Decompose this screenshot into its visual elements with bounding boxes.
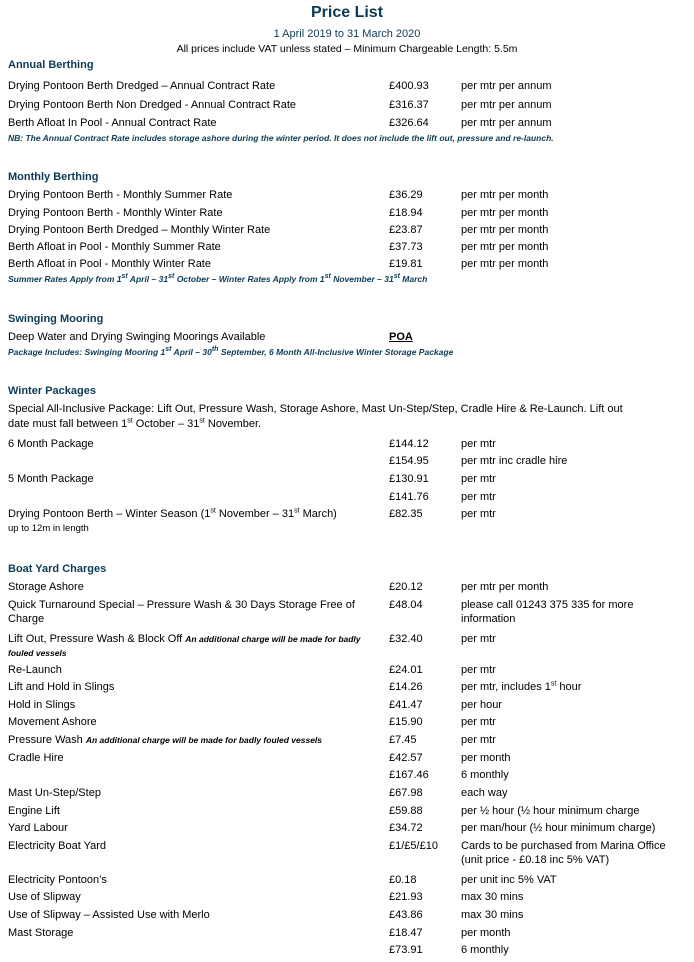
row-price: £167.46 (389, 769, 429, 781)
row-price: £24.01 (389, 664, 423, 676)
price-row (0, 490, 694, 506)
price-row (0, 580, 694, 596)
row-unit: per month (461, 752, 511, 764)
row-description: Berth Afloat in Pool - Monthly Winter Rate (8, 258, 211, 270)
price-row (0, 240, 694, 256)
row-unit: per mtr per annum (461, 99, 552, 111)
price-row (0, 188, 694, 204)
section-heading-boatyard: Boat Yard Charges (8, 563, 107, 575)
annual-note: NB: The Annual Contract Rate includes storage ashore during the winter period. It does not include the lift out, pressure and re-launch. (8, 133, 554, 143)
row-unit: 6 monthly (461, 944, 509, 956)
row-price: £41.47 (389, 699, 423, 711)
row-description: Deep Water and Drying Swinging Moorings Available (8, 331, 266, 343)
row-price: £20.12 (389, 581, 423, 593)
price-row (0, 206, 694, 222)
row-unit: per mtr per month (461, 258, 549, 270)
price-period: 1 April 2019 to 31 March 2020 (273, 28, 421, 40)
row-description: Engine Lift (8, 805, 60, 817)
row-description: Use of Slipway – Assisted Use with Merlo (8, 909, 210, 921)
row-description: Drying Pontoon Berth Non Dredged - Annual Contract Rate (8, 99, 296, 111)
row-unit: please call 01243 375 335 for more information (461, 599, 634, 625)
row-price: £59.88 (389, 805, 423, 817)
row-unit: per mtr per month (461, 189, 549, 201)
row-price: £36.29 (389, 189, 423, 201)
price-row (0, 454, 694, 470)
price-row (0, 839, 694, 869)
section-heading-annual: Annual Berthing (8, 59, 94, 71)
row-unit: per ½ hour (½ hour minimum charge (461, 805, 640, 817)
row-unit: per mtr per month (461, 581, 549, 593)
page-title: Price List (310, 4, 384, 21)
section-heading-monthly: Monthly Berthing (8, 171, 99, 183)
row-description: Drying Pontoon Berth Dredged – Annual Contract Rate (8, 80, 276, 92)
row-unit: per mtr (461, 716, 496, 728)
swinging-note: Package Includes: Swinging Mooring 1st April – 30th September, 6 Month All-Inclusive Winter Storage Package (8, 346, 454, 357)
vat-note: All prices include VAT unless stated – Minimum Chargeable Length: 5.5m (176, 43, 518, 55)
row-unit: 6 monthly (461, 769, 509, 781)
price-row (0, 257, 694, 273)
row-unit: per mtr per annum (461, 117, 552, 129)
row-description: Berth Afloat in Pool - Monthly Summer Rate (8, 241, 221, 253)
monthly-note: Summer Rates Apply from 1st April – 31st October – Winter Rates Apply from 1st November – 31st March (8, 273, 428, 284)
price-row (0, 223, 694, 239)
row-unit: per man/hour (½ hour minimum charge) (461, 822, 656, 834)
price-row (0, 330, 694, 346)
row-price: £130.91 (389, 473, 429, 485)
price-row (0, 821, 694, 837)
row-price: £37.73 (389, 241, 423, 253)
price-row (0, 437, 694, 453)
row-price: £316.37 (389, 99, 429, 111)
row-unit: per mtr per annum (461, 80, 552, 92)
row-unit: max 30 mins (461, 891, 524, 903)
row-description: Cradle Hire (8, 752, 64, 764)
row-price: £42.57 (389, 752, 423, 764)
price-row (0, 632, 694, 660)
price-row (0, 663, 694, 679)
row-unit: per mtr per month (461, 224, 549, 236)
price-row (0, 943, 694, 959)
row-price: £18.47 (389, 927, 423, 939)
price-row (0, 680, 694, 696)
row-unit: Cards to be purchased from Marina Office (unit price - £0.18 inc 5% VAT) (461, 840, 666, 866)
row-description: Hold in Slings (8, 699, 76, 711)
price-row (0, 890, 694, 906)
row-price: £21.93 (389, 891, 423, 903)
price-row (0, 786, 694, 802)
price-row (0, 751, 694, 767)
price-row (0, 598, 694, 628)
row-unit: max 30 mins (461, 909, 524, 921)
row-price: £154.95 (389, 455, 429, 467)
row-description: Yard Labour (8, 822, 68, 834)
row-unit: per mtr (461, 664, 496, 676)
row-description: Lift Out, Pressure Wash & Block Off An additional charge will be made for badly fouled vessels (8, 633, 361, 658)
price-row (0, 472, 694, 488)
price-row (0, 804, 694, 820)
row-description: Storage Ashore (8, 581, 84, 593)
row-unit: per mtr per month (461, 241, 549, 253)
row-price: £7.45 (389, 734, 417, 746)
price-row (0, 98, 694, 114)
row-price: £400.93 (389, 80, 429, 92)
row-price: £326.64 (389, 117, 429, 129)
row-price: £82.35 (389, 508, 423, 520)
row-price: £32.40 (389, 633, 423, 645)
price-row (0, 715, 694, 731)
row-unit: per mtr (461, 633, 496, 645)
row-description: Drying Pontoon Berth Dredged – Monthly Winter Rate (8, 224, 271, 236)
price-row (0, 116, 694, 132)
price-row (0, 926, 694, 942)
row-description: Movement Ashore (8, 716, 97, 728)
price-row (0, 873, 694, 889)
row-unit: per unit inc 5% VAT (461, 874, 557, 886)
row-price: £34.72 (389, 822, 423, 834)
row-unit: per hour (461, 699, 502, 711)
row-description: Drying Pontoon Berth - Monthly Winter Rate (8, 207, 223, 219)
price-row (0, 733, 694, 749)
row-price: £0.18 (389, 874, 417, 886)
row-price: £144.12 (389, 438, 429, 450)
section-heading-winter: Winter Packages (8, 385, 96, 397)
row-price: £73.91 (389, 944, 423, 956)
row-description: Use of Slipway (8, 891, 81, 903)
section-heading-swinging: Swinging Mooring (8, 313, 104, 325)
row-description: Electricity Boat Yard (8, 840, 107, 852)
row-unit: per mtr (461, 734, 496, 746)
row-price: £43.86 (389, 909, 423, 921)
row-unit: per mtr (461, 438, 496, 450)
row-unit: each way (461, 787, 508, 799)
row-description: Pressure Wash An additional charge will be made for badly fouled vessels (8, 734, 323, 746)
row-description: Electricity Pontoon’s (8, 874, 107, 886)
row-description: Mast Un-Step/Step (8, 787, 101, 799)
row-price: £18.94 (389, 207, 423, 219)
row-unit: per mtr (461, 473, 496, 485)
row-description: Drying Pontoon Berth – Winter Season (1st November – 31st March) up to 12m in length (8, 507, 337, 534)
price-row (0, 507, 694, 539)
row-description: 5 Month Package (8, 473, 94, 485)
row-price: £1/£5/£10 (389, 840, 438, 852)
row-price: £141.76 (389, 491, 429, 503)
row-unit: per mtr (461, 508, 496, 520)
price-row (0, 908, 694, 924)
row-price: £23.87 (389, 224, 423, 236)
row-description: Re-Launch (8, 664, 62, 676)
row-unit: per mtr inc cradle hire (461, 455, 568, 467)
row-description: Berth Afloat In Pool - Annual Contract Rate (8, 117, 217, 129)
row-unit: per mtr (461, 491, 496, 503)
row-description: Drying Pontoon Berth - Monthly Summer Rate (8, 189, 233, 201)
row-description: Mast Storage (8, 927, 74, 939)
row-unit: per month (461, 927, 511, 939)
row-description: Quick Turnaround Special – Pressure Wash & 30 Days Storage Free of Charge (8, 599, 355, 625)
row-description: 6 Month Package (8, 438, 94, 450)
row-price: £19.81 (389, 258, 423, 270)
row-price: POA (389, 331, 413, 343)
row-price: £48.04 (389, 599, 423, 611)
winter-intro: Special All-Inclusive Package: Lift Out, Pressure Wash, Storage Ashore, Mast Un-Step/Step, Cradle Hire & Re-Launch. Lift out date must fall between 1st October – 31st November. (8, 403, 623, 430)
price-row (0, 768, 694, 784)
row-description: Lift and Hold in Slings (8, 681, 115, 693)
row-price: £67.98 (389, 787, 423, 799)
row-price: £15.90 (389, 716, 423, 728)
row-price: £14.26 (389, 681, 423, 693)
price-row (0, 698, 694, 714)
row-unit: per mtr per month (461, 207, 549, 219)
price-row (0, 79, 694, 95)
row-unit: per mtr, includes 1st hour (461, 680, 582, 693)
